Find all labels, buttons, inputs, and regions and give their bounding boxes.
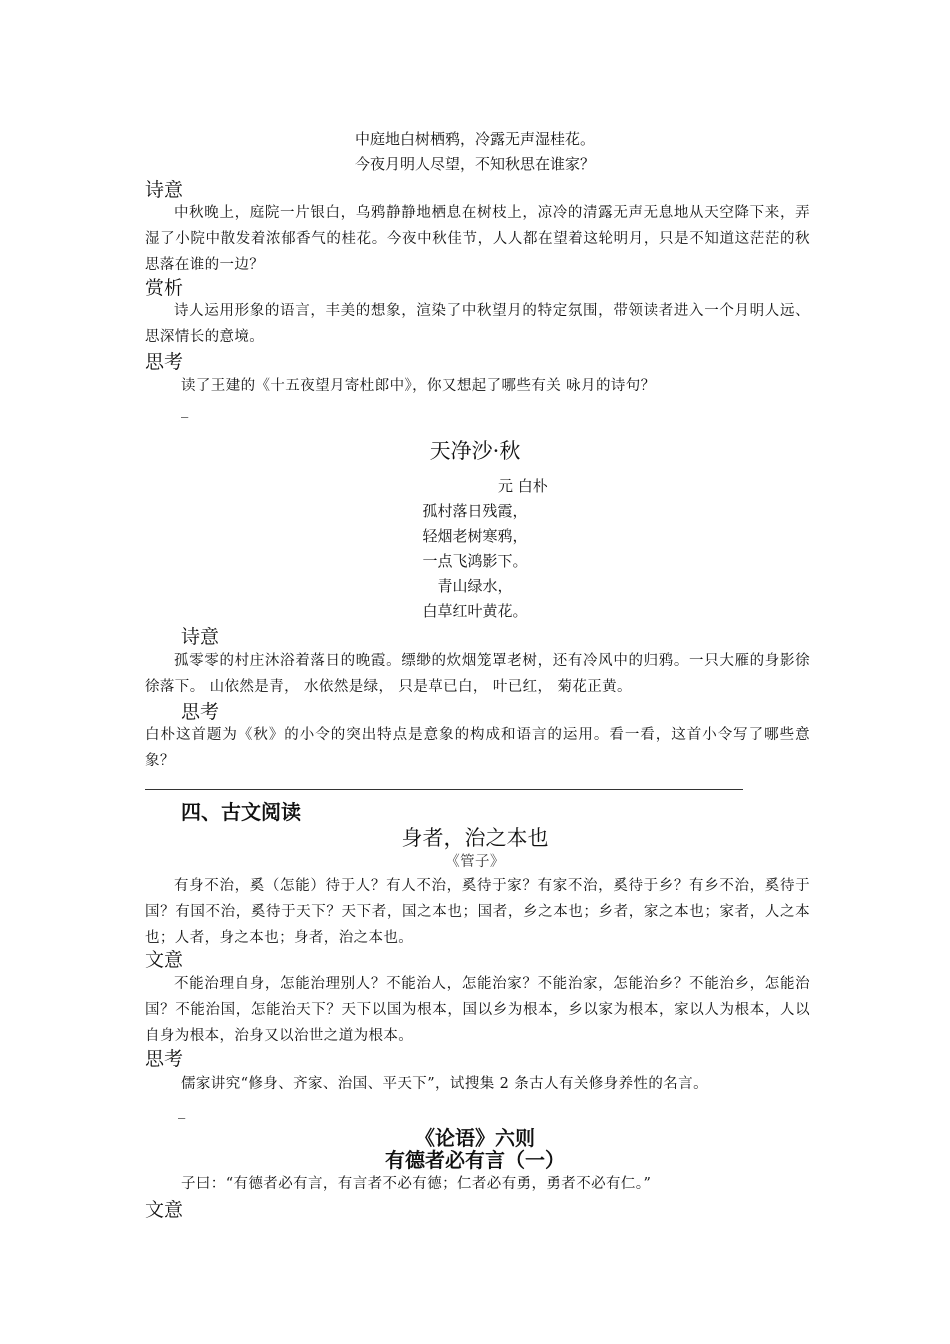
lunyu-meaning-heading: 文意 xyxy=(145,1199,184,1221)
section4-heading: 四、古文阅读 xyxy=(181,800,301,824)
lunyu-quote: 子曰：“有德者必有言，有言者不必有德；仁者必有勇，勇者不必有仁。” xyxy=(181,1176,652,1192)
lunyu-title: 《论语》六则 xyxy=(415,1126,535,1150)
poem2-title: 天净沙·秋 xyxy=(429,439,521,463)
poem1-meaning-heading: 诗意 xyxy=(145,179,184,201)
section4-meaning-text: 不能治理自身，怎能治理别人？不能治人，怎能治家？不能治家，怎能治乡？不能治乡，怎能治国？不能治国，怎能治天下？天下以国为根本，国以乡为根本，乡以家为根本，家以人为根本，人以自身为根本，治身又以治世之道为根本。 xyxy=(145,976,810,1044)
section4-title: 身者，治之本也 xyxy=(401,826,549,850)
poem2-line-4: 青山绿水， xyxy=(437,577,513,595)
poem2-line-3: 一点飞鸿影下。 xyxy=(422,552,528,570)
lunyu-subtitle: 有德者必有言（一） xyxy=(385,1148,565,1172)
poem2-line-1: 孤村落日残霞， xyxy=(422,502,528,520)
poem2-author: 元 白朴 xyxy=(498,477,548,495)
section4-answer-blank: _ xyxy=(178,1103,186,1119)
poem1-think-heading: 思考 xyxy=(145,351,184,373)
section4-think-heading: 思考 xyxy=(145,1048,184,1070)
poem1-line-1: 中庭地白树栖鸦，冷露无声湿桂花。 xyxy=(354,130,595,148)
poem1-think-text: 读了王建的《十五夜望月寄杜郎中》，你又想起了哪些有关 咏月的诗句？ xyxy=(181,378,656,394)
poem2-think-text: 白朴这首题为《秋》的小令的突出特点是意象的构成和语言的运用。看一看，这首小令写了哪些意象？ xyxy=(145,727,810,769)
poem2-line-5: 白草红叶黄花。 xyxy=(422,602,528,620)
poem1-appreciation-heading: 赏析 xyxy=(145,277,184,299)
poem1-line-2: 今夜月明人尽望，不知秋思在谁家？ xyxy=(354,155,595,173)
poem2-line-2: 轻烟老树寒鸦， xyxy=(422,527,528,545)
section4-source: 《管子》 xyxy=(445,854,505,870)
poem1-appreciation-text: 诗人运用形象的语言，丰美的想象，渲染了中秋望月的特定氛围，带领读者进入一个月明人远、思深情长的意境。 xyxy=(145,303,810,345)
section4-text: 有身不治，奚（怎能）待于人？有人不治，奚待于家？有家不治，奚待于乡？有乡不治，奚待于国？有国不治，奚待于天下？天下者，国之本也；国者，乡之本也；乡者，家之本也；家者，人之本也；人者，身之本也；身者，治之本也。 xyxy=(145,878,810,946)
poem1-answer-blank: _ xyxy=(181,402,189,418)
section-divider xyxy=(145,789,743,790)
poem2-think-heading: 思考 xyxy=(181,701,220,723)
section4-meaning-heading: 文意 xyxy=(145,949,184,971)
section4-think-text: 儒家讲究“修身、齐家、治国、平天下”，试搜集 2 条古人有关修身养性的名言。 xyxy=(181,1076,708,1092)
poem2-meaning-text: 孤零零的村庄沐浴着落日的晚霞。缥缈的炊烟笼罩老树，还有冷风中的归鸦。一只大雁的身影徐徐落下。 山依然是青， 水依然是绿， 只是草已白， 叶已红， 菊花正黄。 xyxy=(145,653,810,695)
poem2-meaning-heading: 诗意 xyxy=(181,626,220,648)
poem1-meaning-text: 中秋晚上，庭院一片银白，乌鸦静静地栖息在树枝上，凉冷的清露无声无息地从天空降下来，弄湿了小院中散发着浓郁香气的桂花。今夜中秋佳节，人人都在望着这轮明月，只是不知道这茫茫的秋思落在谁的一边？ xyxy=(145,205,810,273)
